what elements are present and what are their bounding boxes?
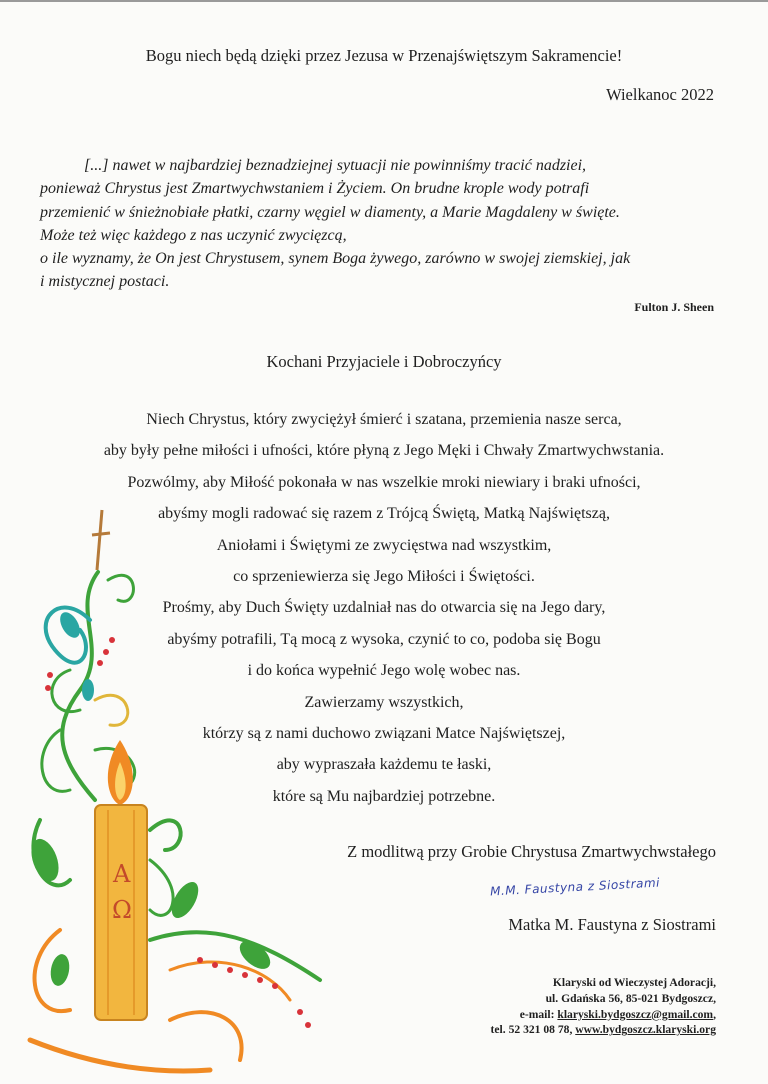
easter-candle-illustration xyxy=(0,500,330,1084)
quote-line: [...] nawet w najbardziej beznadziejnej sytuacji nie powinniśmy tracić nadziei, xyxy=(84,157,587,174)
body-line: które są Mu najbardziej potrzebne. xyxy=(272,787,496,805)
body-line: co sprzeniewierza się Jego Miłości i Świętości. xyxy=(233,568,535,586)
quote-line: o ile wyznamy, że On jest Chrystusem, synem Boga żywego, zarówno w swojej ziemskiej, jak xyxy=(40,250,631,268)
closing-line: Z modlitwą przy Grobie Chrystusa Zmartwychwstałego xyxy=(347,842,716,861)
scan-top-border xyxy=(0,0,768,2)
body-line: którzy są z nami duchowo związani Matce Najświętszej, xyxy=(202,725,566,743)
quote-line: Może też więc każdego z nas uczynić zwycięzcą, xyxy=(40,226,347,244)
address-block xyxy=(296,975,716,1038)
quote-line: i mistycznej postaci. xyxy=(40,273,170,291)
body-line: Prośmy, aby Duch Święty uzdalniał nas do otwarcia się na Jego dary, xyxy=(162,599,606,617)
letter-date: Wielkanoc 2022 xyxy=(606,85,714,104)
signer-name: Matka M. Faustyna z Siostrami xyxy=(508,915,716,934)
cross-icon xyxy=(92,510,110,570)
address-tel-line xyxy=(296,1022,716,1038)
body-line: aby były pełne miłości i ufności, które płyną z Jego Męki i Chwały Zmartwychwstania. xyxy=(103,442,665,460)
quote-author: Fulton J. Sheen xyxy=(634,300,714,314)
body-line: Pozwólmy, aby Miłość pokonała w nas wszelkie mroki niewiary i braki ufności, xyxy=(127,473,641,491)
address-street: ul. Gdańska 56, 85-021 Bydgoszcz, xyxy=(545,991,716,1005)
quote-line: ponieważ Chrystus jest Zmartwychwstaniem i Życiem. On brudne krople wody potrafi xyxy=(40,180,590,198)
tel-label: tel. 52 321 08 78, xyxy=(490,1023,576,1037)
handwritten-signature: M.M. Faustyna z Siostrami xyxy=(489,875,661,899)
address-org: Klaryski od Wieczystej Adoracji, xyxy=(552,976,716,989)
body-line: abyśmy potrafili, Tą mocą z wysoka, czynić to co, podoba się Bogu xyxy=(167,630,601,648)
website-link[interactable]: www.bydgoszcz.klaryski.org xyxy=(575,1023,716,1037)
quote-line: przemienić w śnieżnobiałe płatki, czarny węgiel w diamenty, a Marie Magdaleny w święte. xyxy=(40,203,620,221)
body-line: aby wypraszała każdemu te łaski, xyxy=(276,756,492,774)
quote-block xyxy=(40,154,740,294)
alpha-symbol: A xyxy=(113,860,131,888)
vine-icon xyxy=(30,572,320,1071)
salutation: Kochani Przyjaciele i Dobroczyńcy xyxy=(266,352,502,371)
body-line: Zawierzamy wszystkich, xyxy=(304,693,464,711)
omega-symbol: Ω xyxy=(112,896,132,924)
body-line: Aniołami i Świętymi ze zwycięstwa nad wszystkim, xyxy=(216,536,552,554)
email-suffix: , xyxy=(713,1007,716,1021)
body-line: i do końca wypełnić Jego wolę wobec nas. xyxy=(247,662,521,680)
body-line: abyśmy mogli radować się razem z Trójcą Świętą, Matką Najświętszą, xyxy=(158,505,610,523)
greeting-heading: Bogu niech będą dzięki przez Jezusa w Przenajświętszym Sakramencie! xyxy=(145,46,623,65)
email-link[interactable]: klaryski.bydgoszcz@gmail.com xyxy=(557,1007,714,1021)
email-label: e-mail: xyxy=(519,1007,558,1021)
address-email-line xyxy=(296,1007,716,1023)
body-line: Niech Chrystus, który zwyciężył śmierć i szatana, przemienia nasze serca, xyxy=(146,411,622,428)
